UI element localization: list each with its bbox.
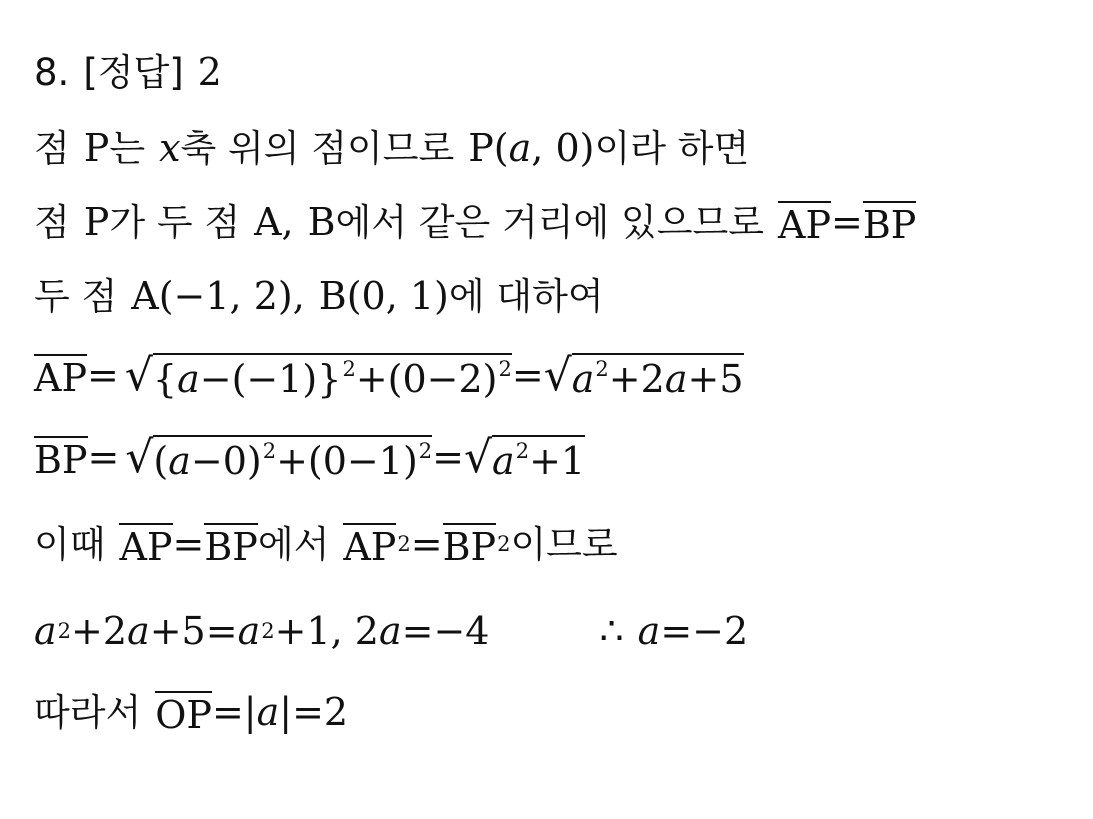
solution-line-8: 따라서 OP =| a |=2 (34, 690, 349, 737)
answer-value: 2 (197, 50, 222, 94)
radical-sign: √ (124, 349, 153, 401)
text: 에서 (257, 522, 330, 566)
radical-sign: √ (125, 431, 154, 483)
radical-sign: √ (464, 431, 493, 483)
math-point: P( (468, 126, 509, 170)
text: 이라 하면 (594, 126, 750, 170)
text: 가 두 점 (109, 200, 241, 244)
segment-OP: OP (155, 692, 212, 737)
text: 이므로 (510, 522, 618, 566)
math-x: x (159, 126, 181, 170)
equals: = (831, 200, 863, 244)
solution-line-5 (34, 427, 585, 487)
sqrt-expression: √ $(a-0)^2+(0-1)^2$ (125, 431, 433, 483)
math-P: P (83, 126, 110, 170)
equals: = (410, 522, 443, 566)
radical-sign: √ (543, 349, 572, 401)
text: 에서 같은 거리에 있으므로 (335, 200, 764, 244)
text: 따라서 (34, 690, 142, 734)
math-B: B (307, 200, 336, 244)
therefore-symbol: ∴ (599, 609, 624, 653)
answer-header (34, 42, 222, 102)
text: 두 점 (34, 274, 118, 318)
sqrt-expression: √ $a^2+1$ (464, 431, 586, 483)
sqrt-expression: √ $a^2+2a+5$ (543, 349, 744, 401)
math-a: a (508, 126, 532, 170)
segment-AP: AP (34, 355, 88, 400)
answer-label: [정답] (83, 50, 184, 94)
segment-AP: AP (778, 202, 832, 247)
segment-BP: BP (34, 437, 88, 482)
equals: = (511, 353, 544, 397)
equals: = (432, 435, 464, 479)
text: 점 (34, 126, 70, 170)
text: 는 (109, 126, 146, 170)
math-point-rest: , 0) (531, 126, 595, 170)
equals: = (172, 522, 205, 566)
solution-line-4 (34, 345, 744, 405)
segment-AP: AP (343, 524, 397, 569)
math-P: P (83, 200, 110, 244)
text: 이때 (34, 522, 106, 566)
equals: = (87, 435, 120, 479)
text: 에 대하여 (448, 274, 604, 318)
sqrt-expression: √ $\{a-(-1)\}^2+(0-2)^2$ (124, 349, 512, 401)
text: 축 위의 점이므로 (180, 126, 455, 170)
equals: = (87, 353, 119, 397)
solution-line-3 (34, 266, 604, 326)
solution-line-2 (34, 192, 916, 252)
point-A: A(−1, 2), (131, 274, 305, 318)
segment-BP: BP (204, 524, 258, 569)
solution-line-1 (34, 118, 749, 178)
math-A: A, (254, 200, 294, 244)
text: 점 (34, 200, 70, 244)
point-B: B(0, 1) (318, 274, 449, 318)
segment-AP: AP (119, 524, 173, 569)
segment-BP: BP (442, 524, 497, 569)
solution-line-7: a 2 +2 a +5= a 2 +1, 2 a =−4 ∴ a =−2 (34, 609, 749, 653)
solution-line-6: 이때 AP = BP 에서 AP 2 = BP 2 이므로 (34, 522, 618, 569)
problem-number: 8. (34, 50, 70, 94)
segment-BP: BP (862, 202, 917, 247)
